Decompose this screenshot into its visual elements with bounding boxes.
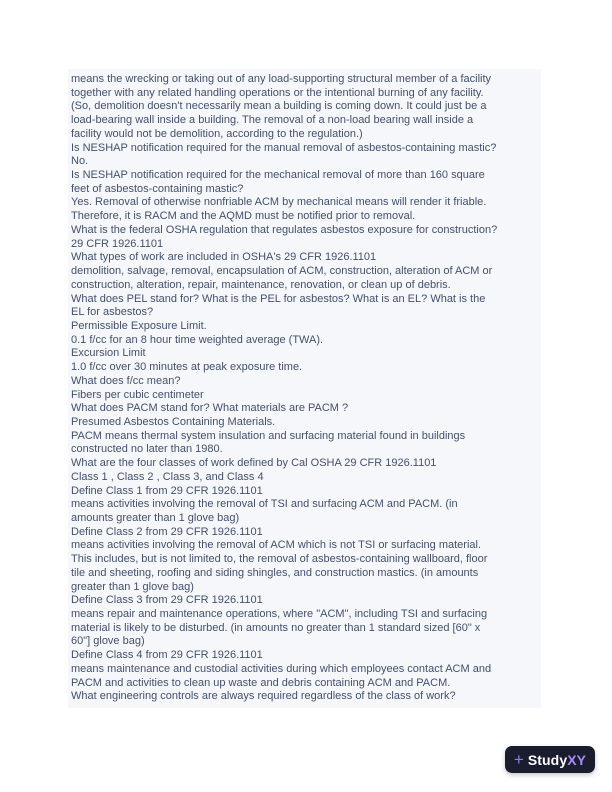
text-line: Define Class 1 from 29 CFR 1926.1101	[71, 484, 263, 497]
text-line: Define Class 2 from 29 CFR 1926.1101	[71, 525, 263, 538]
text-line: Class 1 , Class 2 , Class 3, and Class 4	[71, 470, 264, 483]
text-line: Define Class 4 from 29 CFR 1926.1101	[71, 649, 263, 662]
text-line: material is likely to be disturbed. (in amounts no greater than 1 standard sized [60" x	[71, 621, 481, 634]
text-line: 0.1 f/cc for an 8 hour time weighted average (TWA).	[71, 333, 324, 346]
text-line: load-bearing wall inside a building. The removal of a non-load bearing wall inside a	[71, 114, 474, 127]
text-line: demolition, salvage, removal, encapsulation of ACM, construction, alteration of ACM or	[71, 265, 493, 278]
text-line: Excursion Limit	[71, 347, 146, 360]
text-line: greater than 1 glove bag)	[71, 580, 194, 593]
text-line: Permissible Exposure Limit.	[71, 319, 207, 332]
text-line: EL for asbestos?	[71, 306, 154, 319]
text-line: feet of asbestos-containing mastic?	[71, 182, 244, 195]
text-line: Yes. Removal of otherwise nonfriable ACM by mechanical means will render it friable.	[71, 196, 487, 209]
text-line: Is NESHAP notification required for the mechanical removal of more than 160 square	[71, 169, 485, 182]
document-text-block	[68, 69, 541, 708]
text-line: What does f/cc mean?	[71, 374, 181, 387]
document-lines	[68, 69, 541, 704]
text-line: tile and sheeting, roofing and siding shingles, and construction mastics. (in amounts	[71, 566, 479, 579]
text-line: constructed no later than 1980.	[71, 443, 223, 456]
text-line: What engineering controls are always required regardless of the class of work?	[71, 690, 456, 703]
text-line: (So, demolition doesn't necessarily mean a building is coming down. It could just be a	[71, 100, 487, 113]
text-line: Define Class 3 from 29 CFR 1926.1101	[71, 594, 263, 607]
text-line: Presumed Asbestos Containing Materials.	[71, 415, 276, 428]
text-line: 60"] glove bag)	[71, 635, 145, 648]
text-line: Fibers per cubic centimeter	[71, 388, 204, 401]
text-line: facility would not be demolition, according to the regulation.)	[71, 127, 363, 140]
text-line: What types of work are included in OSHA's 29 CFR 1926.1101	[71, 251, 377, 264]
text-line: Therefore, it is RACM and the AQMD must be notified prior to removal.	[71, 210, 416, 223]
brand-name-primary: Study	[527, 751, 568, 768]
text-line: amounts greater than 1 glove bag)	[71, 512, 240, 524]
text-line: together with any related handling operations or the intentional burning of any facility.	[71, 86, 484, 99]
text-line: What does PACM stand for? What materials are PACM ?	[71, 402, 349, 415]
text-line: construction, alteration, repair, maintenance, renovation, or clean up of debris.	[71, 278, 451, 291]
text-line: means activities involving the removal of TSI and surfacing ACM and PACM. (in	[71, 498, 458, 511]
text-line: This includes, but is not limited to, the removal of asbestos-containing wallboard, floor	[71, 553, 488, 566]
text-line: 1.0 f/cc over 30 minutes at peak exposure time.	[71, 361, 303, 374]
text-line: What does PEL stand for? What is the PEL for asbestos? What is an EL? What is the	[71, 292, 486, 305]
text-line: 29 CFR 1926.1101	[71, 237, 164, 250]
text-line: PACM and activities to clean up waste and debris containing ACM and PACM.	[71, 676, 451, 689]
text-line: means activities involving the removal of ACM which is not TSI or surfacing material.	[71, 539, 482, 552]
text-line: means maintenance and custodial activities during which employees contact ACM and	[71, 662, 492, 675]
text-line: PACM means thermal system insulation and surfacing material found in buildings	[71, 429, 466, 442]
plus-icon: +	[513, 749, 524, 769]
text-line: means the wrecking or taking out of any load-supporting structural member of a facility	[71, 73, 492, 85]
text-line: What are the four classes of work defined by Cal OSHA 29 CFR 1926.1101	[71, 457, 437, 470]
brand-name-accent: XY	[567, 751, 587, 768]
text-line: Is NESHAP notification required for the manual removal of asbestos-containing mastic?	[71, 141, 497, 154]
text-line: What is the federal OSHA regulation that regulates asbestos exposure for construction?	[71, 223, 498, 236]
studyxy-logo-badge	[505, 746, 595, 773]
text-line: means repair and maintenance operations, where "ACM", including TSI and surfacing	[71, 608, 488, 621]
text-line: No.	[71, 155, 89, 168]
